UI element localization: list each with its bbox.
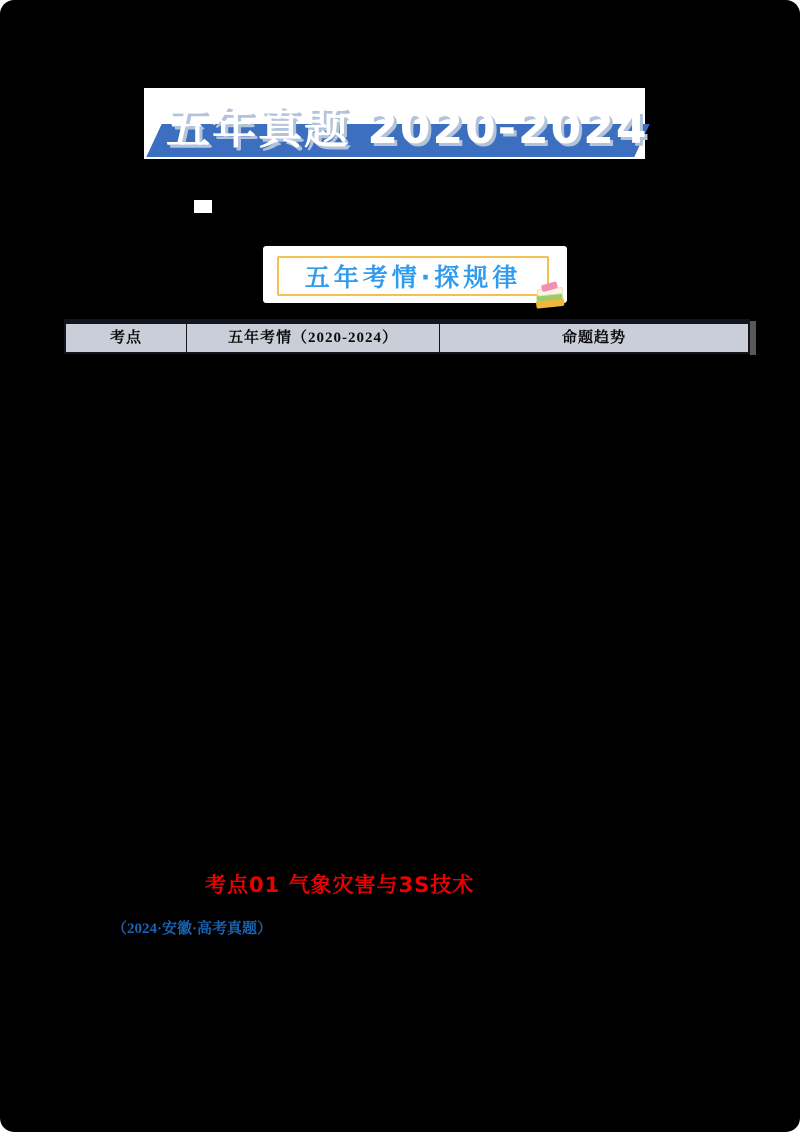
title-banner bbox=[144, 88, 649, 159]
page-title: 五年真题 2020-2024 bbox=[166, 103, 649, 154]
books-icon bbox=[534, 275, 571, 308]
table-header-mingtiqushi: 命题趋势 bbox=[561, 330, 626, 346]
table-header-kaoqing: 五年考情（2020-2024） bbox=[187, 324, 440, 352]
table-header-kaodian: 考点 bbox=[66, 324, 187, 352]
section-badge bbox=[263, 246, 567, 303]
white-square-decoration bbox=[194, 200, 212, 213]
badge-label: 五年考情·探规律 bbox=[304, 263, 522, 292]
exam-overview-table bbox=[64, 319, 750, 354]
question-citation: （2024·安徽·高考真题） bbox=[112, 921, 273, 937]
badge-border bbox=[277, 256, 549, 296]
table-edge-sliver bbox=[750, 321, 756, 355]
section-heading: 考点01 气象灾害与3S技术 bbox=[205, 873, 475, 897]
